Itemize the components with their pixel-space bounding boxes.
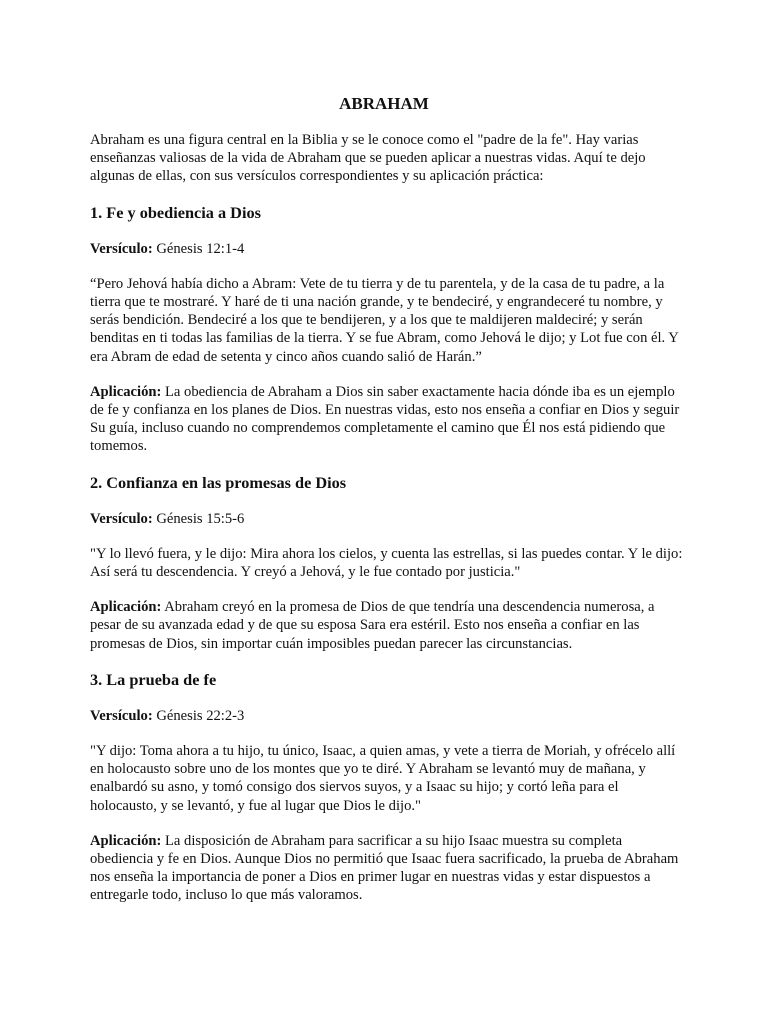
verse-reference [90,240,684,258]
verse-quote: "Y dijo: Toma ahora a tu hijo, tu único, Isaac, a quien amas, y vete a tierra de Moriah, y ofrécelo allí en holocausto sobre uno de los montes que yo te diré. Y Abraham se levantó muy de mañana, y enalbardó su asno, y tomó consigo dos siervos suyos, y a Isaac su hijo; y cortó leña para el holocausto, y se levantó, y fue al lugar que Dios le dijo." [90,743,676,814]
section-1 [90,203,684,456]
application-text: Abraham creyó en la promesa de Dios de que tendría una descendencia numerosa, a pesar de su avanzada edad y de que su esposa Sara era estéril. Esto nos enseña a confiar en las promesas de Dios, sin importar cuán imposibles puedan parecer las circunstancias. [90,599,655,652]
verse-label: Versículo: [90,707,153,724]
application-text: La obediencia de Abraham a Dios sin saber exactamente hacia dónde iba es un ejemplo de fe y confianza en los planes de Dios. En nuestras vidas, esto nos enseña a confiar en Dios y seguir Su guía, incluso cuando no comprendemos completamente el camino que Él nos está pidiendo que tomemos. [90,383,680,455]
application-paragraph [90,383,684,456]
verse-reference [90,707,684,725]
section-2 [90,473,684,653]
document-body [90,131,684,922]
application-paragraph [90,832,684,905]
section-heading: 3. La prueba de fe [90,669,217,689]
intro-paragraph: Abraham es una figura central en la Biblia y se le conoce como el "padre de la fe". Hay varias enseñanzas valiosas de la vida de Abraham que se pueden aplicar a nuestras vidas. Aquí te dejo algunas de ellas, con sus versículos correspondientes y su aplicación práctica: [90,132,646,185]
application-label: Aplicación: [90,832,162,849]
verse-ref-text: Génesis 22:2-3 [156,707,245,724]
verse-quote: “Pero Jehová había dicho a Abram: Vete de tu tierra y de tu parentela, y de la casa de tu padre, a la tierra que te mostraré. Y haré de ti una nación grande, y te bendeciré, y engrandeceré tu nombre, y serás bendición. Bendeciré a los que te bendijeren, y a los que te maldijeren maldeciré; y serán benditas en ti todas las familias de la tierra. Y se fue Abram, como Jehová le dijo; y Lot fue con él. Y era Abram de edad de setenta y cinco años cuando salió de Harán.” [90,275,679,365]
section-heading: 2. Confianza en las promesas de Dios [90,472,347,492]
verse-label: Versículo: [90,240,153,257]
application-label: Aplicación: [90,383,162,400]
section-3 [90,670,684,905]
verse-ref-text: Génesis 12:1-4 [156,240,245,257]
verse-reference [90,510,684,528]
section-heading: 1. Fe y obediencia a Dios [90,202,261,222]
application-text: La disposición de Abraham para sacrificar a su hijo Isaac muestra su completa obediencia y fe en Dios. Aunque Dios no permitió que Isaac fuera sacrificado, la prueba de Abraham nos enseña la importancia de poner a Dios en primer lugar en nuestras vidas y estar dispuestos a entregarle todo, incluso lo que más valoramos. [90,832,679,904]
verse-quote: "Y lo llevó fuera, y le dijo: Mira ahora los cielos, y cuenta las estrellas, si las puedes contar. Y le dijo: Así será tu descendencia. Y creyó a Jehová, y le fue contado por justicia." [90,545,683,581]
application-label: Aplicación: [90,599,162,616]
application-paragraph [90,598,684,653]
verse-ref-text: Génesis 15:5-6 [156,510,245,527]
verse-label: Versículo: [90,510,153,527]
document-title: ABRAHAM [339,94,429,113]
